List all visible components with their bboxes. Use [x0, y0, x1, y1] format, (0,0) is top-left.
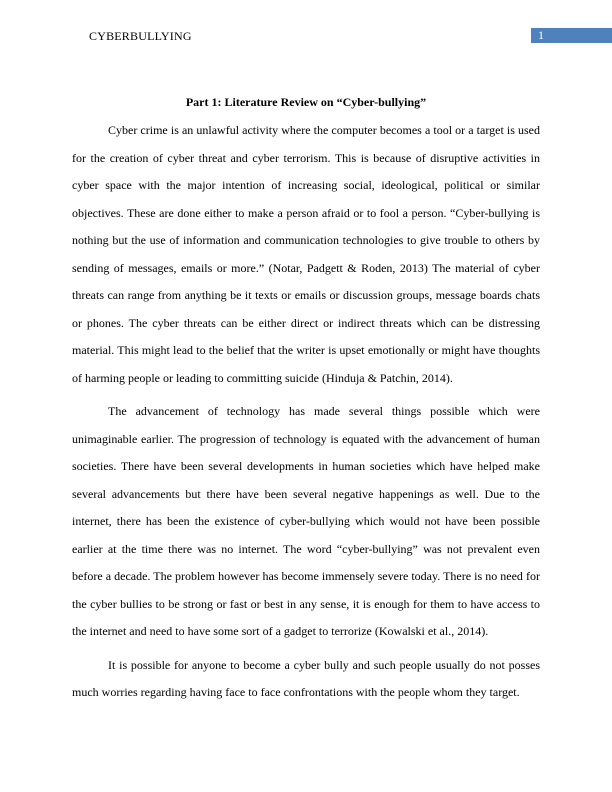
page-number-bar [531, 28, 612, 43]
page-number: 1 [538, 28, 544, 42]
paragraph-3: It is possible for anyone to become a cyber bully and such people usually do not posses much worries regarding having face to face confrontations with the people whom they target. [72, 657, 540, 699]
paragraph-2: The advancement of technology has made several things possible which were unimaginable earlier. The progression of technology is equated with the advancement of human societies. There have been several developments in human societies which have helped make several advancements but there have been several negative happenings as well. Due to the internet, there has been the existence of cyber-bullying which would not have been possible earlier at the time there was no internet. The word “cyber-bullying” was not prevalent even before a decade. The problem however has become immensely severe today. There is no need for the cyber bullies to be strong or fast or best in any sense, it is enough for them to have access to the internet and need to have some sort of a gadget to terrorize (Kowalski et al., 2014). [72, 404, 540, 638]
section-title: Part 1: Literature Review on “Cyber-bullying” [185, 95, 427, 109]
body-text [72, 117, 540, 713]
paragraph-1: Cyber crime is an unlawful activity where the computer becomes a tool or a target is used for the creation of cyber threat and cyber terrorism. This is because of disruptive activities in cyber space with the major intention of increasing social, ideological, political or similar objectives. These are done either to make a person afraid or to fool a person. “Cyber-bullying is nothing but the use of information and communication technologies to give trouble to others by sending of messages, emails or more.” (Notar, Padgett & Roden, 2013) The material of cyber threats can range from anything be it texts or emails or discussion groups, message boards chats or phones. The cyber threats can be either direct or indirect threats which can be distressing material. This might lead to the belief that the writer is upset emotionally or might have thoughts of harming people or leading to committing suicide (Hinduja & Patchin, 2014). [72, 123, 540, 385]
running-head: CYBERBULLYING [89, 29, 192, 43]
